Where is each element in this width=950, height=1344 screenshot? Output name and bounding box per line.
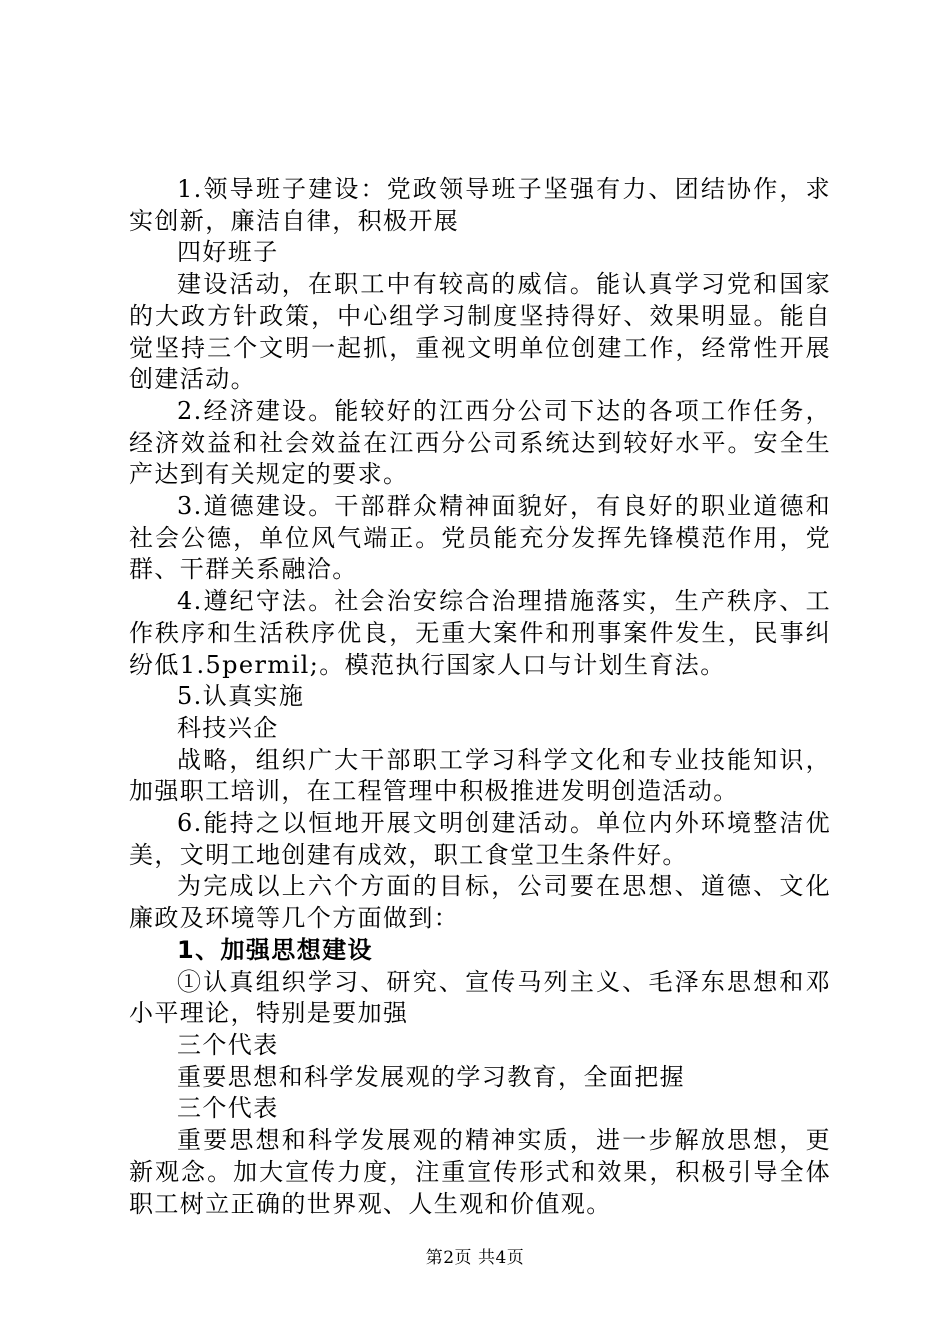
document-body bbox=[129, 174, 831, 1220]
paragraph-6: 4.遵纪守法。社会治安综合治理措施落实，生产秩序、工作秩序和生活秩序优良，无重大案件和刑事案件发生，民事纠纷低1.5permil;。模范执行国家人口与计划生育法。 bbox=[129, 587, 831, 679]
paragraph-8: 科技兴企 bbox=[177, 713, 279, 742]
paragraph-5: 3.道德建设。干部群众精神面貌好，有良好的职业道德和社会公德，单位风气端正。党员能充分发挥先锋模范作用，党群、干群关系融洽。 bbox=[129, 492, 831, 584]
paragraph-14: 三个代表 bbox=[177, 1030, 279, 1059]
paragraph-17: 重要思想和科学发展观的精神实质，进一步解放思想，更新观念。加大宣传力度，注重宣传形式和效果，积极引导全体职工树立正确的世界观、人生观和价值观。 bbox=[129, 1126, 831, 1218]
paragraph-16: 三个代表 bbox=[177, 1094, 279, 1123]
paragraph-2: 四好班子 bbox=[177, 238, 279, 267]
paragraph-9: 战略，组织广大干部职工学习科学文化和专业技能知识，加强职工培训，在工程管理中积极推进发明创造活动。 bbox=[129, 745, 831, 806]
paragraph-15: 重要思想和科学发展观的学习教育，全面把握 bbox=[177, 1062, 685, 1091]
page-number-footer: 第2页 共4页 bbox=[425, 1248, 525, 1268]
section-heading: 1、加强思想建设 bbox=[177, 935, 373, 964]
paragraph-4: 2.经济建设。能较好的江西分公司下达的各项工作任务，经济效益和社会效益在江西分公司系统达到较好水平。安全生产达到有关规定的要求。 bbox=[129, 396, 831, 489]
paragraph-3: 建设活动，在职工中有较高的威信。能认真学习党和国家的大政方针政策，中心组学习制度坚持得好、效果明显。能自觉坚持三个文明一起抓，重视文明单位创建工作，经常性开展创建活动。 bbox=[129, 270, 831, 394]
paragraph-7: 5.认真实施 bbox=[177, 682, 305, 711]
paragraph-13: ①认真组织学习、研究、宣传马列主义、毛泽东思想和邓小平理论，特别是要加强 bbox=[129, 967, 831, 1028]
paragraph-10: 6.能持之以恒地开展文明创建活动。单位内外环境整洁优美，文明工地创建有成效，职工食堂卫生条件好。 bbox=[129, 809, 831, 869]
paragraph-11: 为完成以上六个方面的目标，公司要在思想、道德、文化廉政及环境等几个方面做到： bbox=[129, 872, 831, 933]
paragraph-1: 1.领导班子建设：党政领导班子坚强有力、团结协作，求实创新，廉洁自律，积极开展 bbox=[129, 175, 831, 235]
